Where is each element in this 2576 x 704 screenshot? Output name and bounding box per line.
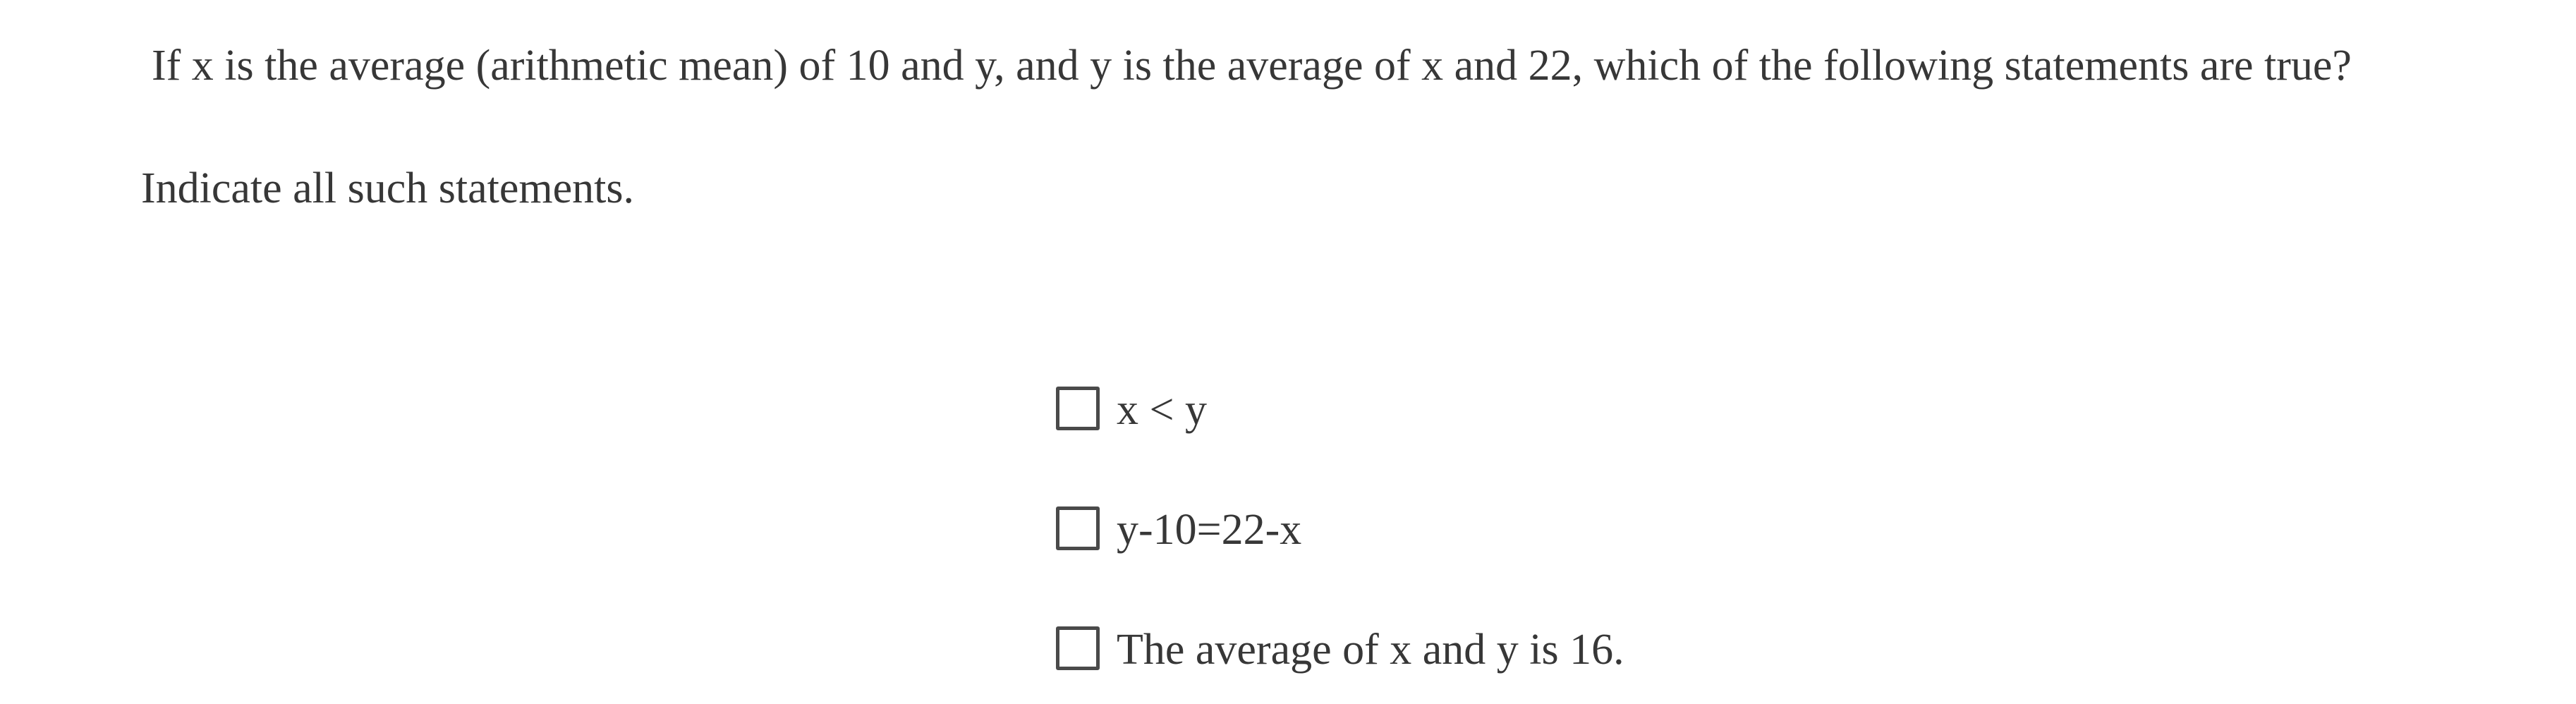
- option-3-label[interactable]: The average of x and y is 16.: [1117, 626, 1624, 674]
- answer-options: [1056, 386, 1624, 674]
- option-2-label[interactable]: y-10=22-x: [1117, 506, 1302, 554]
- option-3-checkbox[interactable]: [1056, 626, 1100, 670]
- option-row-1[interactable]: [1056, 386, 1624, 434]
- option-2-checkbox[interactable]: [1056, 506, 1100, 550]
- question-instruction: Indicate all such statements.: [141, 164, 634, 212]
- option-row-3[interactable]: [1056, 626, 1624, 674]
- question-prompt: If x is the average (arithmetic mean) of 10 and y, and y is the average of x and 22, which of the following statements are true?: [152, 42, 2352, 90]
- option-1-label[interactable]: x < y: [1117, 386, 1207, 434]
- option-1-checkbox[interactable]: [1056, 387, 1100, 430]
- option-row-2[interactable]: [1056, 506, 1624, 554]
